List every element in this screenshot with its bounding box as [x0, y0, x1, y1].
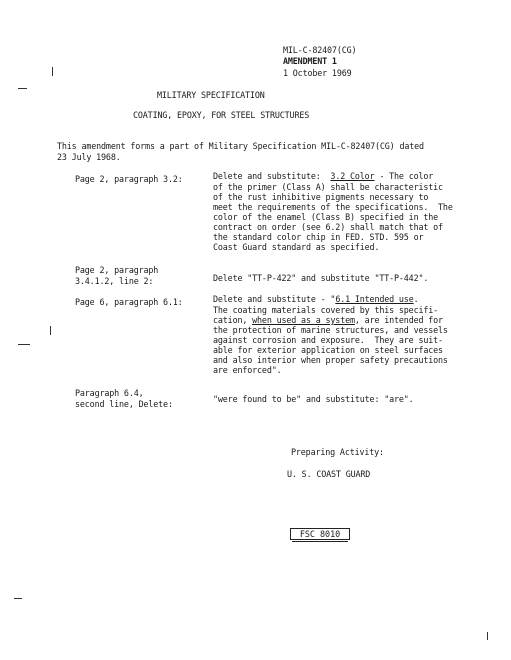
change-location: second line, Delete: — [75, 399, 173, 409]
change-text-line: meet the requirements of the specifications. The — [213, 202, 453, 212]
change-text-line: color of the enamel (Class B) specified in the — [213, 212, 439, 222]
change-text-line: Coast Guard standard as specified. — [213, 242, 380, 252]
change-location: Page 2, paragraph 3.2: — [75, 174, 183, 184]
intro-line-2: 23 July 1968. — [57, 152, 121, 162]
fsc-code-box: FSC 8010 — [290, 528, 350, 540]
intro-line-1: This amendment forms a part of Military Specification MIL-C-82407(CG) dated — [57, 141, 424, 151]
margin-mark — [487, 632, 488, 640]
margin-mark — [50, 326, 51, 335]
spec-type-heading: MILITARY SPECIFICATION — [157, 90, 265, 100]
margin-mark — [18, 88, 27, 89]
change-text-line: are enforced". — [213, 365, 282, 375]
amendment-number: AMENDMENT 1 — [283, 56, 337, 66]
change-text-line: contract on order (see 6.2) shall match that of — [213, 222, 443, 232]
change-location: Page 2, paragraph — [75, 265, 159, 275]
change-text-line: of the primer (Class A) shall be characteristic — [213, 182, 443, 192]
margin-mark — [14, 598, 22, 599]
change-text-line: Delete and substitute: 3.2 Color - The color — [213, 171, 434, 181]
margin-mark — [18, 344, 30, 345]
spec-number: MIL-C-82407(CG) — [283, 45, 357, 55]
change-text-line: and also interior when proper safety precautions — [213, 355, 448, 365]
emphasis-phrase: when used as a system — [252, 315, 355, 325]
preparing-activity: U. S. COAST GUARD — [287, 469, 371, 479]
change-location: 3.4.1.2, line 2: — [75, 276, 154, 286]
change-text-line: the standard color chip in FED. STD. 595 or — [213, 232, 424, 242]
change-text-line: against corrosion and exposure. They are suit- — [213, 335, 443, 345]
change-text-line: the protection of marine structures, and vessels — [213, 325, 448, 335]
change-text-line: Delete "TT-P-422" and substitute "TT-P-442". — [213, 273, 429, 283]
change-text-line: The coating materials covered by this specifi- — [213, 305, 439, 315]
change-text-line: able for exterior application on steel surfaces — [213, 345, 443, 355]
change-text-line: "were found to be" and substitute: "are". — [213, 394, 414, 404]
change-text-line: of the rust inhibitive pigments necessary to — [213, 192, 429, 202]
spec-title: COATING, EPOXY, FOR STEEL STRUCTURES — [133, 110, 310, 120]
section-ref: 6.1 Intended use — [335, 294, 414, 304]
margin-mark — [52, 67, 53, 76]
change-location: Paragraph 6.4, — [75, 388, 144, 398]
change-text-line: Delete and substitute - "6.1 Intended use. — [213, 294, 419, 304]
preparing-activity-label: Preparing Activity: — [291, 447, 384, 457]
change-text-line: cation, when used as a system, are intended for — [213, 315, 443, 325]
change-location: Page 6, paragraph 6.1: — [75, 297, 183, 307]
section-ref: 3.2 Color — [330, 171, 375, 181]
amendment-date: 1 October 1969 — [283, 68, 352, 78]
